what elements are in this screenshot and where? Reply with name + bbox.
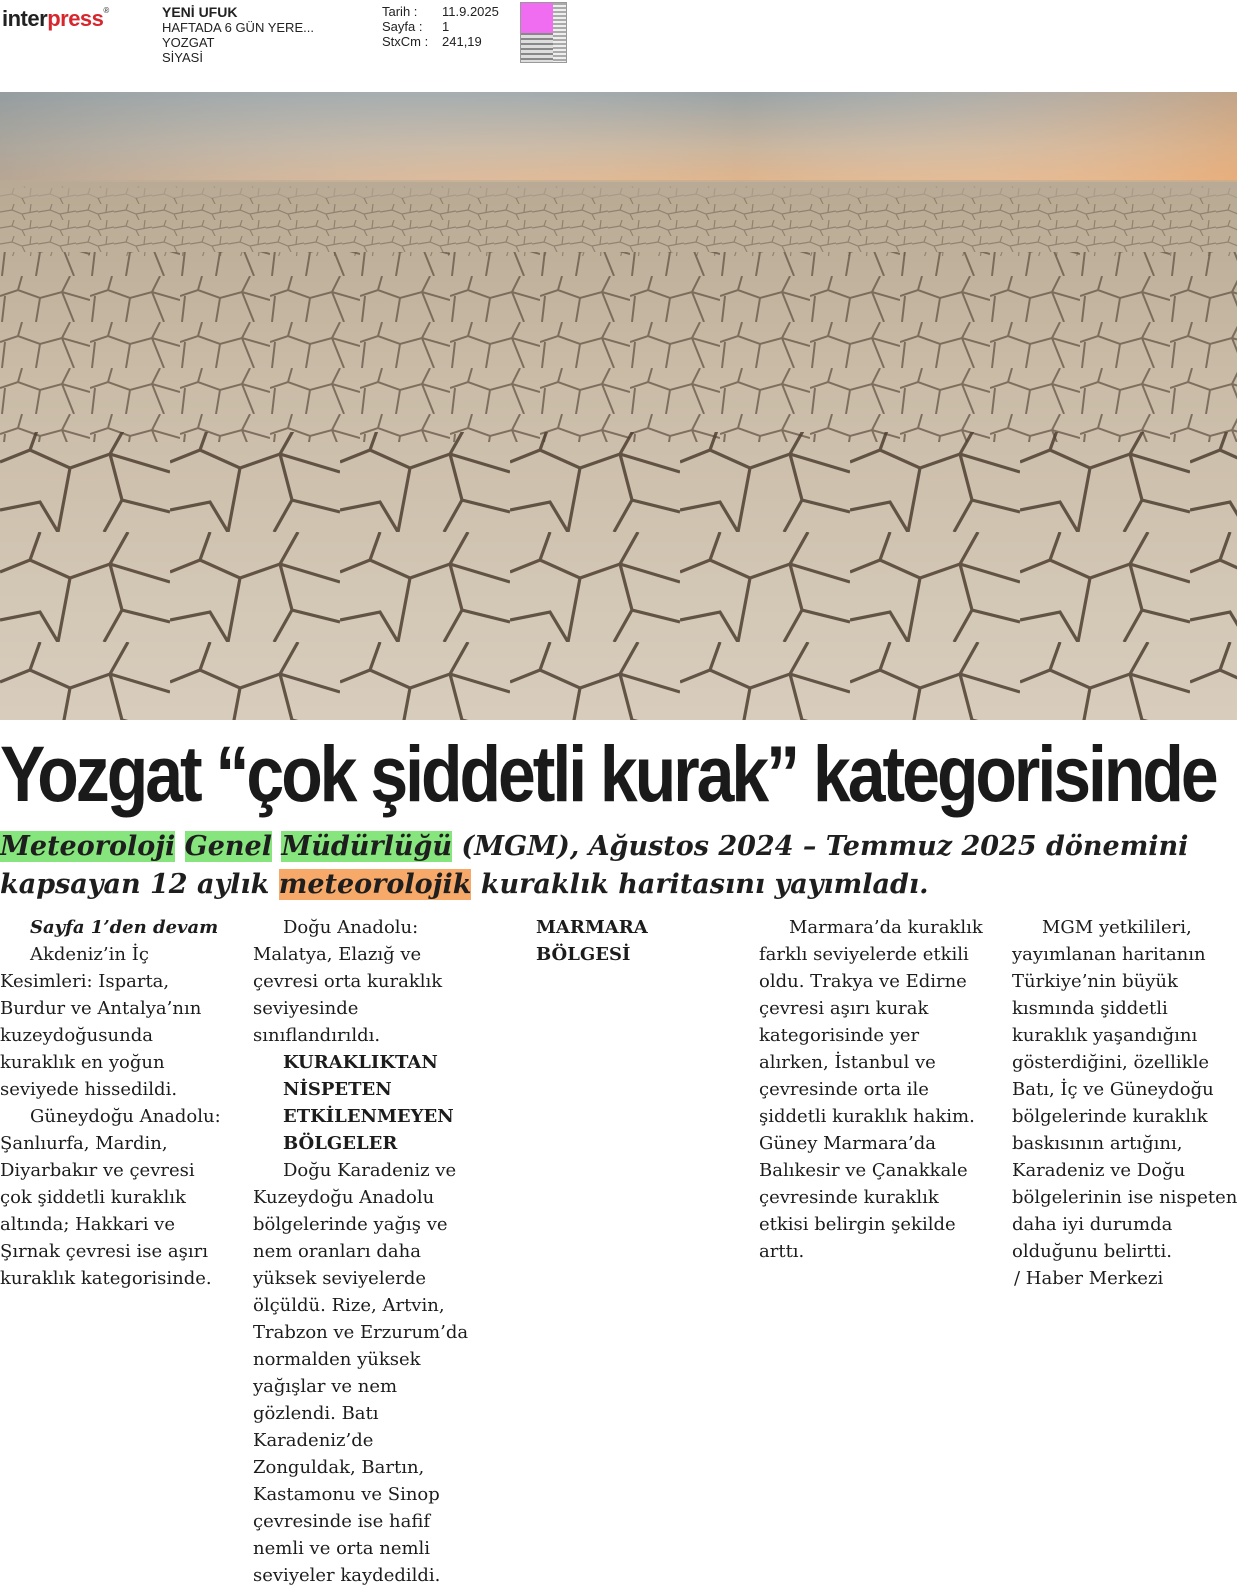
stxcm-value: 241,19: [442, 34, 482, 49]
publication-info: [162, 5, 314, 65]
column-3: [506, 914, 732, 1273]
paragraph-guneydogu: Güneydoğu Anadolu: Şanlıurfa, Mardin, Diyarbakır ve çevresi çok şiddetli kuraklık altında; Hakkari ve Şırnak çevresi ise aşırı kuraklık kategorisinde.: [0, 1106, 221, 1289]
publication-name: YENİ UFUK: [162, 4, 238, 20]
paragraph-marmara: Marmara’da kuraklık farklı seviyelerde etkili oldu. Trakya ve Edirne çevresi aşırı kurak kategorisinde yer alırken, İstanbul ve çevresinde orta ile şiddetli kuraklık hakim. Güney Marmara’da Balıkesir ve Çanakkale çevresinde kuraklık etkisi belirgin şekilde arttı.: [759, 917, 983, 1262]
column-4: [759, 914, 985, 1273]
interpress-logo: interpress®: [2, 6, 109, 31]
column-5: [1012, 914, 1238, 1289]
page-value: 1: [442, 19, 450, 34]
publication-section: SİYASİ: [162, 50, 203, 65]
deck-text-2: kuraklık haritasını yayımladı.: [471, 869, 929, 900]
logo-text-b: press: [47, 6, 104, 31]
cracked-earth-illustration: [0, 92, 1237, 720]
highlight-meteoroloji: Meteoroloji: [0, 831, 176, 862]
page-label: Sayfa :: [382, 19, 423, 34]
article-body: [0, 914, 1245, 1586]
continued-from: Sayfa 1’den devam: [30, 917, 219, 938]
clip-meta: [382, 4, 499, 49]
subhead-etkilenmeyen: KURAKLIKTAN NİSPETEN ETKİLENMEYEN BÖLGELER: [283, 1052, 454, 1154]
article-headline: Yozgat “çok şiddetli kurak” kategorisinde: [0, 729, 1216, 818]
paragraph-dogu-anadolu: Doğu Anadolu: Malatya, Elazığ ve çevresi orta kuraklık seviyesinde sınıflandırıldı.: [253, 917, 443, 1046]
date-label: Tarih :: [382, 4, 418, 19]
article-deck: [0, 828, 1245, 904]
highlight-genel: Genel: [184, 831, 272, 862]
subhead-marmara: MARMARA BÖLGESİ: [536, 917, 648, 965]
date-value: 11.9.2025: [442, 4, 499, 19]
cracked-earth-photo: [0, 92, 1237, 720]
paragraph-mgm: MGM yetkilileri, yayımlanan haritanın Türkiye’nin büyük kısmında şiddetli kuraklık yaşandığını gösterdiğini, özellikle Batı, İç ve Güneydoğu bölgelerinde kuraklık baskısının artığını, Karadeniz ve Doğu bölgelerinin ise nispeten daha iyi durumda olduğunu belirtti.: [1012, 917, 1238, 1262]
deck-text-1: (MGM), Ağustos 2024 – Temmuz 2025 dönemini kapsayan 12 aylık: [0, 831, 1189, 900]
publication-city: YOZGAT: [162, 35, 215, 50]
page-thumbnail[interactable]: [520, 2, 567, 63]
logo-text-a: inter: [2, 6, 48, 31]
stxcm-label: StxCm :: [382, 34, 429, 49]
paragraph-karadeniz: Doğu Karadeniz ve Kuzeydoğu Anadolu bölgelerinde yağış ve nem oranları daha yüksek seviyelerde ölçüldü. Rize, Artvin, Trabzon ve Erzurum’da normalden yüksek yağışlar ve nem gözlendi. Batı Karadeniz’de Zonguldak, Bartın, Kastamonu ve Sinop çevresinde ise hafif nemli ve orta nemli seviyeler kaydedildi.: [253, 1160, 469, 1586]
paragraph-akdeniz: Akdeniz’in İç Kesimleri: Isparta, Burdur ve Antalya’nın kuzeydoğusunda kuraklık en yoğun seviyede hissedildi.: [0, 944, 202, 1100]
highlight-meteorolojik: meteorolojik: [278, 869, 472, 900]
column-1: [0, 914, 226, 1289]
column-2: [253, 914, 479, 1586]
article-source: / Haber Merkezi: [1014, 1268, 1164, 1289]
publication-frequency: HAFTADA 6 GÜN YERE...: [162, 20, 314, 35]
highlight-mudurlugu: Müdürlüğü: [281, 831, 453, 862]
